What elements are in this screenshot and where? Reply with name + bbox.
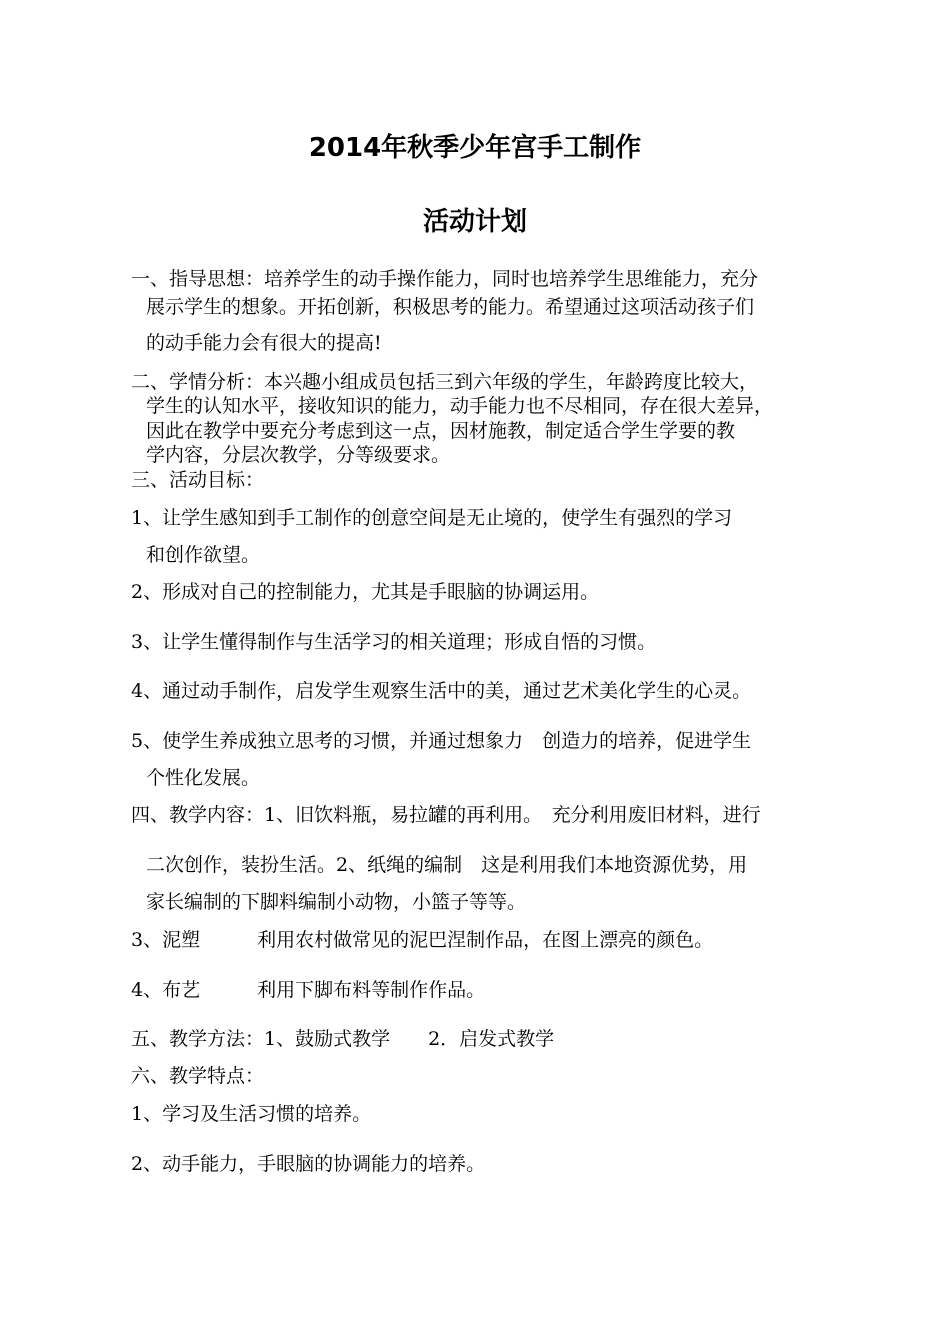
guiding-thought-line-3: 的动手能力会有很大的提高! (146, 332, 382, 354)
methods-line: 五、教学方法：1、鼓励式教学 2．启发式教学 (131, 1028, 555, 1050)
content-line-1: 四、教学内容：1、旧饮料瓶，易拉罐的再利用。 充分利用废旧材料，进行 (131, 804, 761, 826)
student-analysis-line-3: 因此在教学中要充分考虑到这一点，因材施教，制定适合学生学要的教 (146, 420, 736, 442)
goals-heading: 三、活动目标： (131, 469, 265, 491)
goal-3: 3、让学生懂得制作与生活学习的相关道理；形成自悟的习惯。 (131, 631, 657, 653)
document-title: 2014年秋季少年宫手工制作 (308, 133, 642, 163)
guiding-thought-line-1: 一、指导思想：培养学生的动手操作能力，同时也培养学生思维能力，充分 (131, 268, 759, 290)
feature-1: 1、学习及生活习惯的培养。 (131, 1103, 372, 1125)
goal-1-line-1: 1、让学生感知到手工制作的创意空间是无止境的，使学生有强烈的学习 (131, 507, 733, 529)
content-line-3: 家长编制的下脚料编制小动物，小篮子等等。 (146, 891, 527, 913)
content-item-3: 3、泥塑 利用农村做常见的泥巴涅制作品，在图上漂亮的颜色。 (131, 929, 714, 951)
document-subtitle: 活动计划 (422, 207, 527, 237)
features-heading: 六、教学特点： (131, 1065, 265, 1087)
goal-4: 4、通过动手制作，启发学生观察生活中的美，通过艺术美化学生的心灵。 (131, 680, 752, 702)
goal-1-line-2: 和创作欲望。 (146, 544, 261, 566)
student-analysis-line-2: 学生的认知水平，接收知识的能力，动手能力也不尽相同，存在很大差异， (146, 395, 774, 417)
student-analysis-line-4: 学内容，分层次教学，分等级要求。 (146, 444, 451, 466)
content-item-4: 4、布艺 利用下脚布料等制作作品。 (131, 979, 486, 1001)
guiding-thought-line-2: 展示学生的想象。开拓创新，积极思考的能力。希望通过这项活动孩子们 (146, 296, 755, 318)
goal-5-line-1: 5、使学生养成独立思考的习惯，并通过想象力 创造力的培养，促进学生 (131, 730, 752, 752)
feature-2: 2、动手能力，手眼脑的协调能力的培养。 (131, 1153, 486, 1175)
content-line-2: 二次创作，装扮生活。2、纸绳的编制 这是利用我们本地资源优势，用 (146, 854, 748, 876)
goal-2: 2、形成对自己的控制能力，尤其是手眼脑的协调运用。 (131, 581, 600, 603)
student-analysis-line-1: 二、学情分析：本兴趣小组成员包括三到六年级的学生，年龄跨度比较大， (131, 371, 759, 393)
goal-5-line-2: 个性化发展。 (146, 767, 261, 789)
